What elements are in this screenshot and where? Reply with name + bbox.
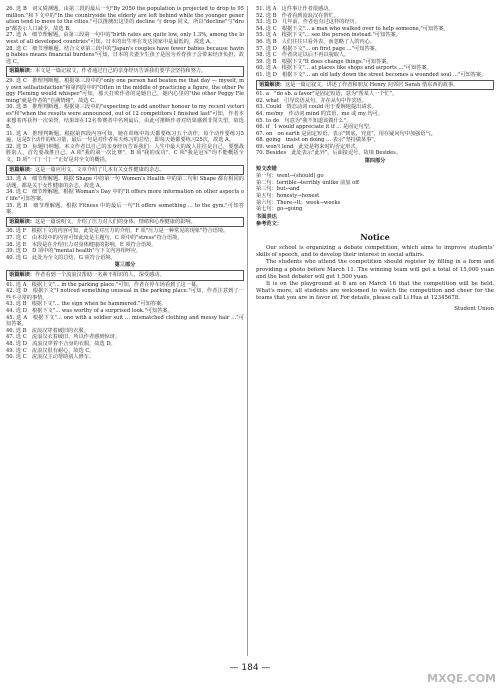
essay-signature: Student Union [454,305,494,312]
right-answer-item: 第一句：went→(should) go [256,173,324,180]
left-answer-item: 48. 选 D 流浪汉穿着不合身的衣服，故选 D。 [6,340,116,347]
right-column [256,6,494,313]
left-answer-item: 32. 选 D 标题归纳题。本文作者以自己的亲身经历告诉我们：人生中最大的敌人往往是自己，要想战胜别人，首先要战胜自己。A 项"我的第一次比赛"、B 项"我的成功"、C 项"我是冠军"均不能概括全文，D 项"一门一门一"正好是对全文的概括。 [6,143,244,164]
essay-title: Notice [360,232,390,242]
left-answer-item: 31. 选 A 推理判断题。根据第四段内容可知，她在训练中每天都要练习五个动作，每个动作要练习5遍，这是5个动作的练习量，最后一句是对作者每天练习的总结，即每天她都要练习25次，故选 A。 [6,130,244,144]
passage-summary-label: 语篇解读： [9,68,35,75]
left-answer-item: 34. 选 C 细节理解题。根据 Woman's Day 中的"It offers more information on other aspects of life"可知答案。 [6,189,244,203]
left-answer-item: 42. 选 D 根据下文"I noticed something unusual in the parking place."可知，作者注意到了一些不寻常的事情。 [6,288,244,301]
subsection-heading: 书面表达 [256,213,277,220]
left-answer-item: 33. 选 A 细节理解题。根据 Shape 中的第一句 Women's Health 中的第二句和 Shape 都有相同的话题，都是关于女性健康的杂志，故选 A。 [6,176,244,189]
right-column-blocks [256,6,494,228]
right-answer-item: 60. 选 A 根据下文"... at places like shops and airports ..."可知答案。 [256,65,432,72]
left-answer-item: 47. 选 C 流浪汉衣着破旧，所以作者感到惊讶。 [6,334,121,341]
right-answer-item: 65. to do 句意为"我不知道该做什么"。 [256,117,352,124]
right-answer-item: 58. 选 C 作者决定以后不再以貌取人。 [256,52,350,59]
left-answer-item: 36. 选 F 根据下文的内容可知，此处是对压力的介绍，F 项"压力是一种常见的现象"符合语境。 [6,228,229,235]
right-answer-item: 59. 选 B 根据下文"It does change things."可知答案。 [256,58,392,65]
left-answer-item: 27. 选 A 细节理解题。由第三段第一句中的"birth rates are quite low, only 1.3%, among the lowest of all developed countries"可知，日本的出生率在发达国家中是最低的，故选 A。 [6,32,244,45]
right-answer-item: 66. if I would appreciate it if ... 是固定句型。 [256,124,374,131]
left-answer-item: 37. 选 C 由本段中的内容可知此处是主题句，C 项中的"stress"符合语境。 [6,235,183,241]
section-heading: 第三部分 [114,262,136,269]
essay-paragraph: Our school is organizing a debate competition, which aims to improve students' skills of speech, and to develop their interest in social affairs. [256,245,494,259]
page-number: — 184 — [229,663,271,673]
subsection-heading: 参考范文： [256,221,282,228]
left-answer-item: 38. 选 E 本段是在介绍压力对身体健康的影响，E 项符合语境。 [6,241,157,248]
right-answer-item: 56. 选 B 人们往往只看外表，而忽略了人的内心。 [256,38,376,45]
column-divider [247,6,248,656]
right-answer-item: 69. won't lend 此处是将来时的否定形式。 [256,143,361,150]
right-answer-item: 61. a "do sb. a favor"是固定短语，意为"帮某人一个忙"。 [256,91,398,98]
passage-summary-box [6,217,244,228]
left-answer-item: 30. 选 B 推理判断题。根据第三段中的"expecting to add another honour to my recent victories"和"when the results were announced, out of 12 competitors I finished last"可知，作者本来想着再获得一次荣誉，结果却在12名参赛者中名列最后，由此可推断作者对结果感到非常失望，故选 B。 [6,104,244,131]
right-answer-item: 68. going insist on doing ... 表示"坚持做某事"。 [256,137,379,144]
right-answer-item: 55. 选 A 根据下文"... see the person instead."可知答案。 [256,32,401,39]
left-answer-item: 40. 选 G 此处为全文的总结，G 项符合语境。 [6,254,116,261]
passage-summary-text: 本文是一篇记叙文，作者通过自己的亲身经历告诉我们要学会坚持和努力。 [34,68,207,75]
passage-summary-label: 语篇解读： [259,81,285,88]
right-answer-item: 第三句：but→and [256,186,300,193]
right-answer-item: 第七句：go→going [256,206,303,213]
left-column [6,6,244,361]
essay-paragraph: It is on the playground at 8 am on March 16 that the competition will be held. What's more, all students are welcomed to watch the competition and cheer for the teams that you are in favor of. For details, please call Li Hua at 12345678. [256,281,494,302]
left-answer-item: 43. 选 B 根据下文"... the sign when he hammered."可知答案。 [6,301,167,308]
passage-summary-text: 这是一篇记叙文，讲述了作者和朋友 Henry 向邻居 Sarah 借东西的故事。 [284,81,459,88]
right-answer-item: 第六句：There→It；week→weeks [256,199,341,206]
passage-summary-box [6,165,244,176]
right-answer-item: 67. on on earth 是固定短语，表示"到底，究竟"，用在疑问句中加强语气。 [256,130,436,137]
passage-summary-box [6,66,244,77]
right-answer-item: 53. 选 D 几年前，作者也有过这样的经历。 [256,19,360,26]
passage-summary-label: 语篇解读： [9,218,35,225]
left-answer-item: 50. 选 C 流浪汉主动帮助别人修车。 [6,354,95,361]
right-answer-item: 54. 选 C 根据下文"... a man who walked over to help someone,"可知答案。 [256,25,449,32]
right-answer-item: 61. 选 D 根据下文"... an old lady down the street becomes a wounded soul ..."可知答案。 [256,71,487,78]
passage-summary-text: 作者看到一个流浪汉帮助一名素不相识的人，深受感动。 [34,271,165,278]
right-answer-item: 52. 选 B 作者看到流浪汉在帮忙。 [256,12,339,19]
right-answer-item: 70. Besides 此处表示"此外"，后面接逗号，故填 Besides。 [256,150,402,157]
left-answer-item: 49. 选 C 流浪汉很有耐心，故选 C。 [6,347,95,354]
right-answer-item: 64. me/my 作动词 mind 的宾语，me 或 my 均可。 [256,110,384,117]
section-heading: 第四部分 [364,158,386,165]
subsection-heading: 短文改错 [256,165,277,172]
passage-summary-label: 语篇解读： [9,166,35,173]
model-essay [256,232,494,313]
left-answer-item: 46. 选 B 流浪汉穿着破旧的衣服。 [6,327,89,334]
watermark-logo: MXQE.COM [427,672,496,685]
passage-summary-label: 语篇解读： [9,271,35,278]
right-answer-item: 51. 选 A 这件事让作者很感动。 [256,6,334,12]
essay-paragraph: The students who attend the competition should register by filling in a form and providing a photo before March 11. The winning team will get a total of 15,000 yuan and the best debater will get 1,500 yuan. [256,259,494,280]
passage-summary-text: 这是一篇应用文，文章介绍了几本有关女性健康的杂志。 [34,166,165,173]
passage-summary-box [6,270,244,281]
left-answer-item: 35. 选 B 细节理解题。根据 Fitness 中的最后一句"It offers something ... to the gym."可知答案。 [6,202,244,216]
right-answer-item: 第二句：terrible→terribly unlike 前加 off [256,179,359,186]
left-answer-item: 39. 选 D D 项中的"mental health"与下文内容相呼应。 [6,248,142,255]
right-answer-item: 第五句：honesty→honest [256,193,320,200]
essay-body [256,245,494,303]
passage-summary-text: 这是一篇说明文，介绍了压力对人们的身体、情绪和心理健康的影响。 [34,218,196,225]
left-answer-item: 44. 选 D 根据下文"... was worthy of a surprised look."可知答案。 [6,307,173,314]
right-answer-item: 57. 选 D 根据下文"... on first page ..."可知答案。 [256,45,380,52]
right-answer-item: 63. Could 情态动词 could 用于委婉地提出请求。 [256,104,377,111]
left-answer-item: 26. 选 B 词义猜测题。由第二段的最后一句"By 2050 the population is projected to drop to 95 million."和下文中的"In the countryside the elderly are left behind while the younger generation tend to move to the cities."可以推测出这里的 decline 与 drop 同义，所以"decline"与"drop"都表示人口减少，故选 B。 [6,6,244,32]
passage-summary-box [256,80,494,91]
left-answer-item: 28. 选 C 细节理解题。结合文章第三段中的"Japan's couples have fewer babies because having babies means financial burdens"可知，日本的夫妻少生孩子是因为养育孩子会带来经济负担，故选 C。 [6,45,244,65]
left-answer-item: 29. 选 C 推理判断题。根据第三段中的"only one person had beaten me that day — myself, my own selfsatisfaction"和第四段中的"Often in the middle of practicing a figure, the other Peggy Fleming would whisper"可知，那天打败作者的是她自己，她内心里的"the other Peggy Fleming"就是作者的"自满情绪"，故选 C。 [6,77,244,104]
right-answer-item: 62. what 引导宾语从句，并在从句中作宾语。 [256,97,368,104]
left-answer-item: 45. 选 A 根据下文"... one with a soldier suit ... mismatched clothing and messy hair ..."可知答案。 [6,314,244,328]
left-answer-item: 41. 选 A 根据上文"... in the parking place."可知，作者在停车场看到了这一幕。 [6,281,202,288]
